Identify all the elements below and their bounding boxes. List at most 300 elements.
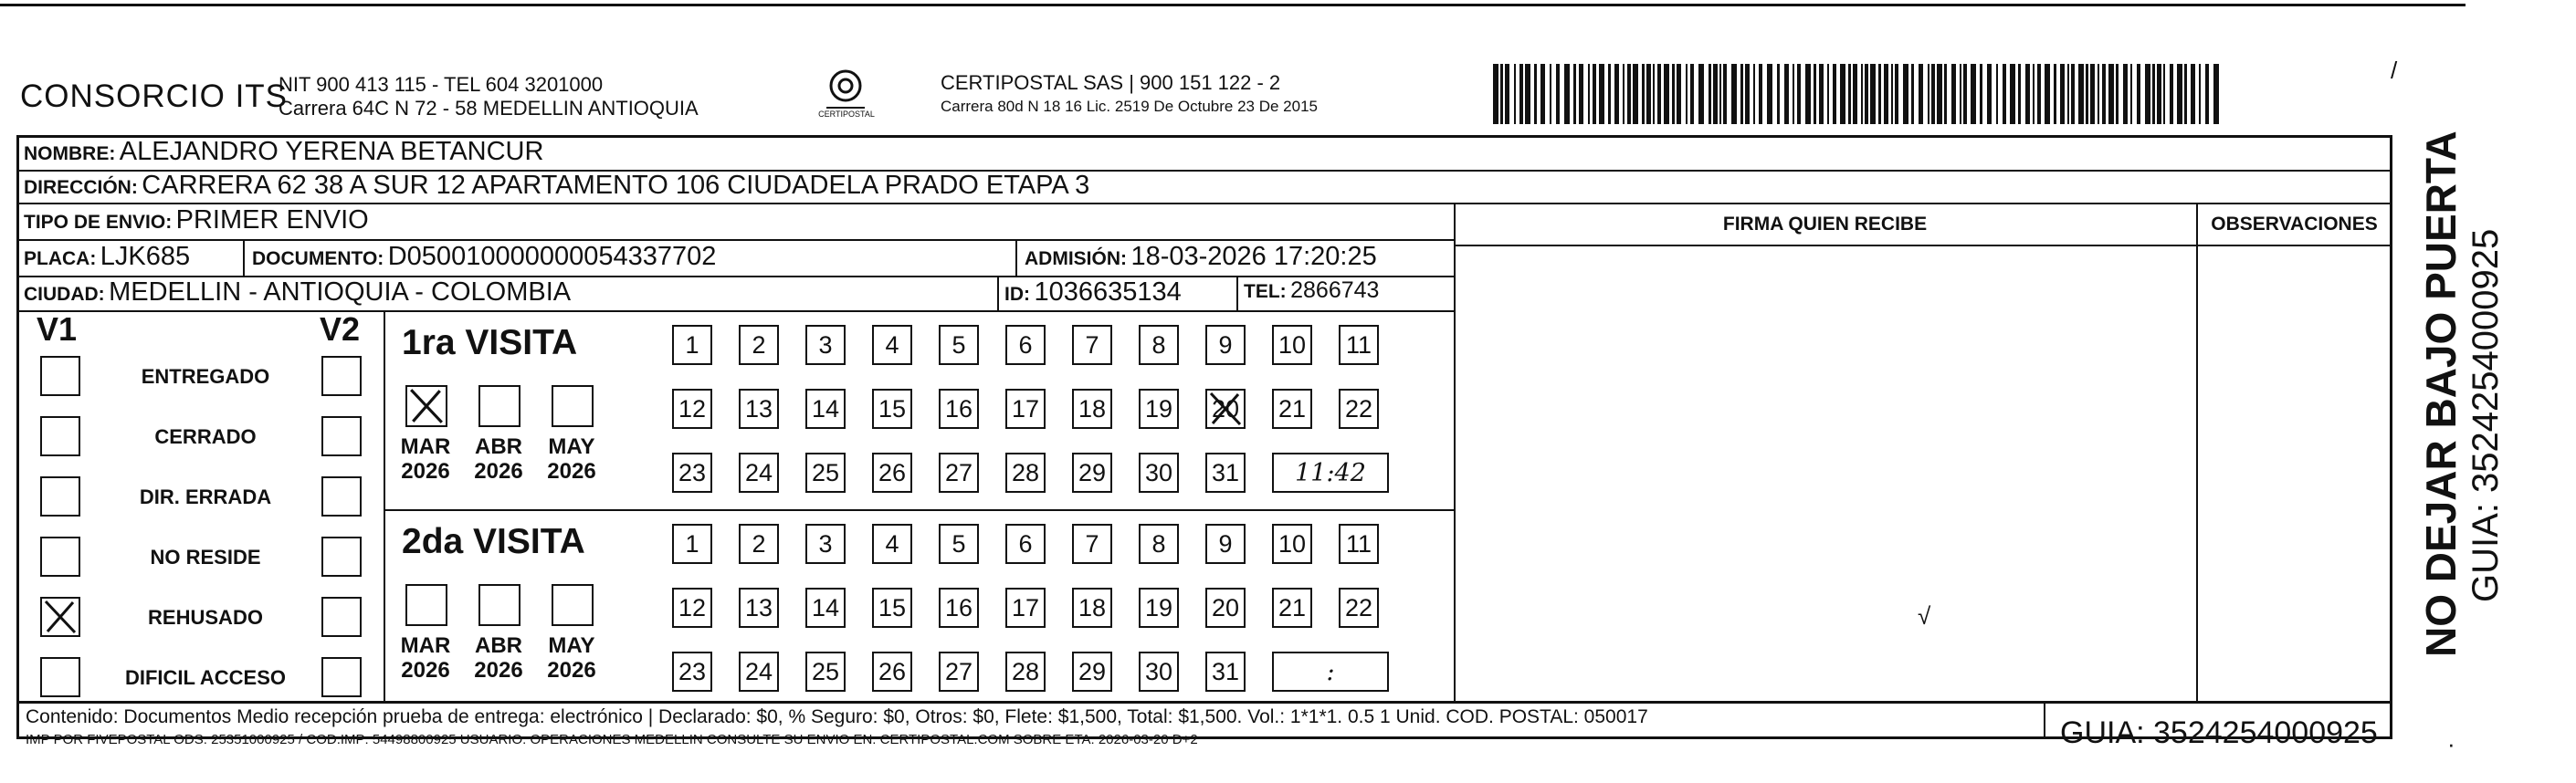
barcode-bar: [1519, 64, 1523, 124]
barcode-bar: [1996, 64, 1998, 124]
id-value: 1036635134: [1034, 277, 1182, 307]
month-label: [466, 633, 531, 683]
placa-value: LJK685: [100, 242, 191, 271]
barcode-bar: [1657, 64, 1661, 124]
day-box: [1272, 389, 1312, 429]
barcode-bar: [1740, 64, 1743, 124]
barcode-bar: [1903, 64, 1908, 124]
company-address: Carrera 64C N 72 - 58 MEDELLIN ANTIOQUIA: [279, 97, 699, 120]
day-box: [672, 524, 712, 564]
column-divider: [2044, 701, 2045, 739]
barcode-bar: [1753, 64, 1755, 124]
day-number: 8: [1151, 529, 1166, 558]
day-number: 18: [1078, 593, 1107, 621]
day-number: 7: [1085, 330, 1099, 359]
v2-checkbox: [321, 416, 362, 456]
day-number: 13: [744, 593, 773, 621]
day-box: [872, 389, 912, 429]
barcode-bar: [2003, 64, 2006, 124]
no-dejar-warning: NO DEJAR BAJO PUERTA: [2417, 130, 2465, 657]
month-name: ABR: [475, 633, 522, 658]
guia-footer: GUIA: 3524254000925: [2060, 715, 2378, 750]
v1-checkbox: [40, 537, 80, 577]
day-number: 13: [744, 394, 773, 423]
day-box: [1339, 325, 1379, 365]
day-number: 5: [952, 529, 966, 558]
imp-line: IMP POR FIVEPOSTAL ODS: 25351000925 / COD.IMP: 54498800925 USUARIO: OPERACIONES MEDELLIN CONSULTE SU ENVIO EN: CERTIPOSTAL.COM SOBRE ETA: 2026-03-20 D+2: [26, 732, 1198, 747]
barcode-bar: [1623, 64, 1624, 124]
day-number: 2: [752, 330, 766, 359]
day-number: 3: [818, 330, 833, 359]
status-label: CERRADO: [154, 425, 257, 448]
tipo-envio-row: [24, 205, 369, 235]
month-year: 2026: [401, 459, 450, 484]
barcode-bar: [1777, 64, 1780, 124]
day-box: [1272, 325, 1312, 365]
day-number: 12: [678, 394, 707, 423]
barcode-bar: [1627, 64, 1631, 124]
day-number: 21: [1277, 593, 1307, 621]
company-name: CONSORCIO ITS: [20, 78, 289, 114]
nombre-value: ALEJANDRO YERENA BETANCUR: [119, 137, 544, 166]
month-name: MAY: [548, 633, 595, 658]
barcode-bar: [1793, 64, 1794, 124]
v1-header: V1: [37, 310, 78, 348]
barcode-bar: [2102, 64, 2106, 124]
day-number: 11: [1345, 529, 1372, 558]
barcode-bar: [2098, 64, 2099, 124]
day-box: [1205, 389, 1246, 429]
month-name: MAY: [548, 434, 595, 459]
day-number: 8: [1151, 330, 1166, 359]
v1-checkbox: [40, 597, 80, 637]
barcode-bar: [1550, 64, 1551, 124]
barcode-bar: [2078, 64, 2084, 124]
day-box: [872, 524, 912, 564]
column-divider: [1015, 239, 1017, 276]
day-box: [1205, 588, 1246, 628]
day-box: [805, 389, 846, 429]
barcode-bar: [2123, 64, 2128, 124]
firma-column-header: FIRMA QUIEN RECIBE: [1722, 214, 1928, 235]
barcode-bar: [1672, 64, 1675, 124]
barcode-bar: [2086, 64, 2088, 124]
v2-header: V2: [320, 310, 361, 348]
id-label: ID:: [1004, 284, 1030, 305]
guia-side: GUIA: 3524254000925: [2466, 228, 2506, 602]
day-box: [805, 325, 846, 365]
barcode-bar: [1493, 64, 1498, 124]
day-box: [1272, 524, 1312, 564]
barcode-bar: [2163, 64, 2165, 124]
margin-mark: /: [2391, 57, 2398, 84]
admision-label: ADMISIÓN:: [1025, 248, 1127, 269]
day-number: 25: [811, 657, 840, 685]
month-label: [393, 633, 458, 683]
barcode-bar: [2199, 64, 2201, 124]
day-number: 22: [1344, 593, 1373, 621]
barcode-bar: [2054, 64, 2056, 124]
day-box: [1005, 389, 1046, 429]
barcode-bar: [1951, 64, 1956, 124]
day-box: [739, 524, 779, 564]
barcode-bar: [1861, 64, 1863, 124]
ciudad-value: MEDELLIN - ANTIOQUIA - COLOMBIA: [109, 277, 572, 307]
day-number: 18: [1078, 394, 1107, 423]
day-box: [672, 389, 712, 429]
barcode-bar: [1709, 64, 1711, 124]
time-box: [1272, 652, 1389, 692]
day-number: 9: [1218, 330, 1233, 359]
v2-checkbox: [321, 356, 362, 396]
barcode-bar: [2116, 64, 2119, 124]
barcode-bar: [1919, 64, 1923, 124]
pen-mark: √: [1918, 602, 1931, 630]
day-number: 6: [1018, 330, 1033, 359]
day-box: [1072, 389, 1112, 429]
v2-checkbox: [321, 537, 362, 577]
day-box: [1205, 652, 1246, 692]
barcode-bar: [1514, 64, 1516, 124]
column-divider: [384, 310, 385, 701]
month-year: 2026: [474, 459, 523, 484]
barcode-bar: [1588, 64, 1590, 124]
day-number: 24: [744, 657, 773, 685]
barcode-bar: [1633, 64, 1638, 124]
barcode-bar: [1878, 64, 1881, 124]
row-divider: [16, 203, 2392, 204]
day-box: [739, 325, 779, 365]
day-number: 29: [1078, 458, 1107, 486]
month-name: MAR: [400, 434, 451, 459]
day-number: 1: [685, 330, 699, 359]
day-number: 20: [1211, 394, 1240, 423]
month-checkbox: [552, 385, 594, 427]
barcode-bar: [1608, 64, 1611, 124]
day-number: 21: [1277, 394, 1307, 423]
day-number: 30: [1144, 657, 1173, 685]
admision-field: [1025, 242, 1377, 272]
day-box: [672, 652, 712, 692]
time-value: :: [1326, 657, 1335, 686]
barcode-bar: [1865, 64, 1868, 124]
day-box: [1205, 524, 1246, 564]
day-number: 31: [1211, 458, 1240, 486]
month-checkbox: [478, 584, 520, 626]
day-box: [1005, 524, 1046, 564]
month-year: 2026: [547, 459, 596, 484]
barcode-bar: [1759, 64, 1762, 124]
admision-value: 18-03-2026 17:20:25: [1130, 242, 1377, 271]
day-number: 16: [944, 593, 973, 621]
barcode-bar: [1686, 64, 1688, 124]
id-field: [1004, 277, 1182, 308]
day-number: 14: [811, 593, 840, 621]
x-mark-icon: [407, 387, 446, 425]
day-box: [1272, 588, 1312, 628]
barcode-bar: [1937, 64, 1942, 124]
day-number: 22: [1344, 394, 1373, 423]
month-year: 2026: [547, 658, 596, 683]
day-box: [805, 453, 846, 493]
v1-checkbox: [40, 657, 80, 697]
documento-field: [252, 242, 716, 272]
day-number: 5: [952, 330, 966, 359]
barcode-bar: [1677, 64, 1681, 124]
day-box: [872, 588, 912, 628]
month-label: [466, 434, 531, 484]
x-mark-icon: [42, 599, 79, 635]
day-box: [1139, 588, 1179, 628]
tipo-envio-label: TIPO DE ENVIO:: [24, 212, 173, 233]
day-box: [939, 389, 979, 429]
barcode-bar: [1819, 64, 1824, 124]
day-number: 15: [878, 593, 907, 621]
barcode-bar: [1731, 64, 1737, 124]
barcode-bar: [1891, 64, 1893, 124]
day-box: [872, 453, 912, 493]
month-label: [393, 434, 458, 484]
day-box: [672, 588, 712, 628]
barcode-bar: [2010, 64, 2015, 124]
barcode-bar: [1719, 64, 1721, 124]
v2-checkbox: [321, 657, 362, 697]
day-number: 23: [678, 458, 707, 486]
barcode-bar: [2108, 64, 2114, 124]
day-box: [805, 652, 846, 692]
day-number: 24: [744, 458, 773, 486]
barcode-bar: [2033, 64, 2035, 124]
day-box: [1072, 325, 1112, 365]
day-number: 7: [1085, 529, 1099, 558]
barcode-bar: [1911, 64, 1914, 124]
day-number: 1: [685, 529, 699, 558]
barcode-bar: [1698, 64, 1704, 124]
month-year: 2026: [401, 658, 450, 683]
status-label: DIFICIL ACCESO: [124, 666, 286, 689]
day-box: [1339, 389, 1379, 429]
barcode-bar: [1713, 64, 1718, 124]
barcode-bar: [2037, 64, 2041, 124]
v1-checkbox: [40, 356, 80, 396]
day-box: [1005, 588, 1046, 628]
day-box: [805, 524, 846, 564]
day-number: 26: [878, 657, 907, 685]
documento-label: DOCUMENTO:: [252, 248, 384, 269]
barcode-bar: [1980, 64, 1982, 124]
v1-checkbox: [40, 416, 80, 456]
column-divider: [997, 276, 999, 310]
status-label: REHUSADO: [148, 606, 263, 629]
logo-text: CERTIPOSTAL: [818, 110, 875, 119]
nombre-label: NOMBRE:: [24, 143, 116, 164]
month-label: [539, 434, 605, 484]
barcode-bar: [1960, 64, 1961, 124]
day-box: [672, 325, 712, 365]
tel-value: 2866743: [1290, 277, 1380, 303]
barcode-bar: [2213, 64, 2219, 124]
barcode-bar: [1556, 64, 1560, 124]
barcode-bar: [1593, 64, 1596, 124]
row-divider: [16, 310, 1454, 312]
certipostal-address: Carrera 80d N 18 16 Lic. 2519 De Octubre 23 De 2015: [941, 98, 1318, 115]
barcode-bar: [1784, 64, 1789, 124]
barcode-bar: [1525, 64, 1530, 124]
barcode-bar: [2184, 64, 2187, 124]
barcode-bar: [1848, 64, 1851, 124]
day-number: 3: [818, 529, 833, 558]
day-box: [1139, 652, 1179, 692]
day-number: 31: [1211, 657, 1240, 685]
status-label: ENTREGADO: [141, 365, 270, 388]
barcode-bar: [1833, 64, 1836, 124]
day-box: [672, 453, 712, 493]
day-box: [939, 588, 979, 628]
day-box: [1072, 652, 1112, 692]
barcode-bar: [1797, 64, 1801, 124]
barcode-bar: [2018, 64, 2021, 124]
barcode-bar: [1840, 64, 1845, 124]
column-divider: [1236, 276, 1238, 310]
day-box: [872, 325, 912, 365]
month-checkbox: [552, 584, 594, 626]
barcode-bar: [1853, 64, 1857, 124]
barcode-bar: [1870, 64, 1876, 124]
day-number: 12: [678, 593, 707, 621]
row-divider: [1454, 245, 2392, 246]
day-box: [739, 588, 779, 628]
column-divider: [2196, 203, 2198, 701]
day-box: [1139, 453, 1179, 493]
barcode-bar: [2090, 64, 2095, 124]
visit-title: 2da VISITA: [402, 522, 585, 561]
barcode-bar: [2137, 64, 2140, 124]
day-box: [739, 652, 779, 692]
row-divider: [384, 509, 1454, 511]
direccion-value: CARRERA 62 38 A SUR 12 APARTAMENTO 106 CIUDADELA PRADO ETAPA 3: [142, 171, 1090, 200]
day-box: [739, 389, 779, 429]
month-name: ABR: [475, 434, 522, 459]
day-number: 28: [1011, 657, 1040, 685]
day-box: [1205, 453, 1246, 493]
barcode-bar: [1540, 64, 1545, 124]
barcode-bar: [1805, 64, 1811, 124]
status-label: NO RESIDE: [150, 546, 261, 569]
month-checkbox: [405, 584, 447, 626]
barcode-bar: [2191, 64, 2195, 124]
day-number: 28: [1011, 458, 1040, 486]
v1-checkbox: [40, 476, 80, 517]
barcode-bar: [1884, 64, 1888, 124]
day-box: [1339, 588, 1379, 628]
barcode-bar: [1646, 64, 1651, 124]
barcode-bar: [2071, 64, 2075, 124]
company-info: [279, 73, 699, 120]
column-divider: [243, 239, 245, 276]
contenido-line: Contenido: Documentos Medio recepción prueba de entrega: electrónico | Declarado: $0, % Seguro: $0, Otros: $0, Flete: $1,500, Total: $1,500. Vol.: 1*1*1. 0.5 1 Unid. COD. POSTAL: 050017: [26, 706, 1648, 727]
month-label: [539, 633, 605, 683]
ciudad-label: CIUDAD:: [24, 284, 105, 305]
barcode-bar: [2067, 64, 2069, 124]
barcode-bar: [2060, 64, 2065, 124]
day-number: 19: [1144, 593, 1173, 621]
barcode-bar: [2145, 64, 2150, 124]
v2-checkbox: [321, 597, 362, 637]
day-box: [939, 524, 979, 564]
day-box: [805, 588, 846, 628]
barcode-bar: [2025, 64, 2030, 124]
day-number: 6: [1018, 529, 1033, 558]
day-number: 27: [944, 458, 973, 486]
row-divider: [16, 239, 1454, 241]
ciudad-field: [24, 277, 571, 308]
x-mark-icon: [1207, 391, 1244, 427]
barcode-bar: [1653, 64, 1655, 124]
day-number: 10: [1277, 330, 1307, 359]
day-number: 26: [878, 458, 907, 486]
barcode-bar: [1767, 64, 1772, 124]
barcode-bar: [1944, 64, 1947, 124]
day-number: 14: [811, 394, 840, 423]
day-box: [1072, 588, 1112, 628]
barcode: [1493, 64, 2224, 124]
certipostal-info: [941, 71, 1318, 119]
barcode-bar: [2177, 64, 2182, 124]
barcode-bar: [2170, 64, 2173, 124]
certipostal-nit: CERTIPOSTAL SAS | 900 151 122 - 2: [941, 71, 1281, 94]
month-checkbox: [405, 385, 447, 427]
day-box: [1072, 524, 1112, 564]
column-divider: [1454, 203, 1456, 701]
day-number: 19: [1144, 394, 1173, 423]
day-box: [939, 325, 979, 365]
time-box: [1272, 453, 1389, 493]
barcode-bar: [2205, 64, 2209, 124]
barcode-bar: [1534, 64, 1537, 124]
barcode-bar: [1971, 64, 1976, 124]
day-number: 17: [1011, 394, 1040, 423]
barcode-bar: [1500, 64, 1503, 124]
barcode-bar: [1573, 64, 1576, 124]
barcode-bar: [1928, 64, 1929, 124]
barcode-bar: [1723, 64, 1727, 124]
row-divider: [16, 701, 2392, 704]
day-number: 16: [944, 394, 973, 423]
placa-field: [24, 242, 190, 272]
month-year: 2026: [474, 658, 523, 683]
day-box: [739, 453, 779, 493]
observaciones-column-header: OBSERVACIONES: [2211, 214, 2378, 235]
day-number: 20: [1211, 593, 1240, 621]
pen-mark: ·: [2447, 730, 2455, 757]
day-box: [1139, 524, 1179, 564]
barcode-bar: [2045, 64, 2050, 124]
day-box: [1139, 389, 1179, 429]
month-name: MAR: [400, 633, 451, 658]
barcode-bar: [1642, 64, 1645, 124]
time-value: 11:42: [1295, 458, 1366, 487]
barcode-bar: [2152, 64, 2155, 124]
barcode-bar: [1745, 64, 1750, 124]
placa-label: PLACA:: [24, 248, 97, 269]
day-number: 10: [1277, 529, 1307, 558]
day-number: 30: [1144, 458, 1173, 486]
barcode-bar: [1599, 64, 1604, 124]
v2-checkbox: [321, 476, 362, 517]
barcode-bar: [1814, 64, 1816, 124]
day-box: [1072, 453, 1112, 493]
barcode-bar: [1564, 64, 1570, 124]
